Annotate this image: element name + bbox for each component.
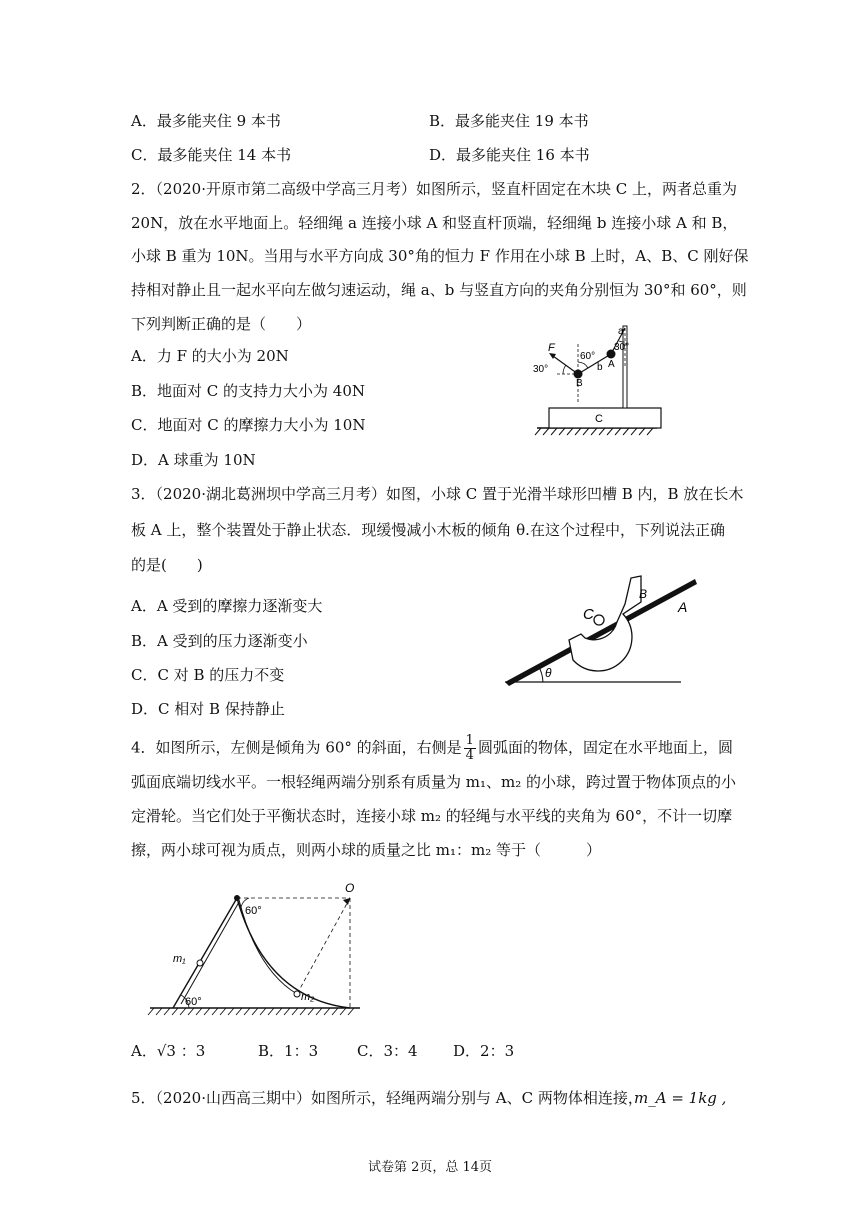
label-m1: m₁ (173, 953, 186, 965)
label-m2: m₂ (301, 991, 315, 1003)
label-a3: A (678, 599, 688, 615)
quarter-fraction: $\frac{1}{4}$ (465, 733, 474, 763)
label-f: F (548, 342, 555, 354)
q1-option-a: A．最多能夹住 9 本书 (131, 112, 281, 130)
q2-stem-line-2: 20N，放在水平地面上。轻细绳 a 连接小球 A 和竖直杆顶端，轻细绳 b 连接小球 A 和 B， (131, 214, 738, 232)
q4-stem-post: 圆弧面的物体，固定在水平地面上，圆 (477, 738, 733, 757)
q2-option-c: C．地面对 C 的摩擦力大小为 10N (131, 416, 366, 434)
label-theta: θ (545, 666, 552, 680)
q4-stem-pre: 4．如图所示，左侧是倾角为 60° 的斜面，右侧是 (131, 738, 462, 757)
ball-m1 (197, 960, 203, 966)
label-60: 60° (580, 351, 596, 362)
trough-b (569, 576, 641, 671)
q3-option-b: B．A 受到的压力逐渐变小 (131, 632, 308, 650)
q2-option-b: B．地面对 C 的支持力大小为 40N (131, 382, 366, 400)
ball-m2 (294, 991, 300, 997)
label-c: C (595, 413, 603, 425)
q4-stem-line-4: 擦，两小球可视为质点，则两小球的质量之比 m₁：m₂ 等于（ ） (131, 841, 602, 859)
pulley (234, 895, 240, 901)
q4-option-c: C．3：4 (357, 1042, 418, 1060)
q4-stem-line-2: 弧面底端切线水平。一根轻绳两端分别系有质量为 m₁、m₂ 的小球，跨过置于物体顶点的小 (131, 773, 737, 791)
q4-option-b: B．1：3 (258, 1042, 319, 1060)
q4-stem-line-1 (131, 734, 733, 763)
block-c (549, 408, 661, 428)
label-b: B (576, 378, 583, 389)
q3-stem-line-1: 3．（2020·湖北葛洲坝中学高三月考）如图，小球 C 置于光滑半球形凹槽 B 内，B 放在长木 (131, 485, 744, 503)
q3-stem-line-2: 板 A 上，整个装置处于静止状态．现缓慢减小木板的倾角 θ.在这个过程中，下列说法正确 (131, 521, 725, 539)
q2-option-a: A．力 F 的大小为 20N (131, 347, 289, 365)
q1-option-d: D．最多能夹住 16 本书 (429, 146, 590, 164)
q4-option-a: A．√3 ：3 (131, 1042, 206, 1060)
page-footer: 试卷第 2页，总 14页 (367, 1160, 493, 1175)
q2-option-d: D．A 球重为 10N (131, 451, 256, 469)
q3-figure (503, 574, 699, 692)
ball-c (594, 615, 604, 625)
q2-stem-line-1: 2．（2020·开原市第二高级中学高三月考）如图所示，竖直杆固定在木块 C 上，两者总重为 (131, 180, 738, 198)
q4-stem-line-3: 定滑轮。当它们处于平衡状态时，连接小球 m₂ 的轻绳与水平线的夹角为 60°，不计一切摩 (131, 807, 733, 825)
q4-option-d: D．2：3 (453, 1042, 515, 1060)
label-30-left: 30° (533, 364, 549, 375)
q3-stem-line-3: 的是( ) (131, 556, 203, 574)
q2-stem-line-4: 持相对静止且一起水平向左做匀速运动，绳 a、b 与竖直方向的夹角分别恒为 30°和 60°，则 (131, 281, 747, 299)
q1-option-c: C．最多能夹住 14 本书 (131, 146, 292, 164)
label-60-bottom: 60° (185, 996, 202, 1008)
label-30-top: 30° (614, 342, 630, 353)
label-b-rope: b (597, 362, 603, 373)
q3-option-d: D．C 相对 B 保持静止 (131, 700, 285, 718)
q2-stem-line-5: 下列判断正确的是（ ） (131, 315, 312, 333)
q1-option-b: B．最多能夹住 19 本书 (429, 112, 589, 130)
q5-mass-expr: m_A = 1kg , (634, 1089, 727, 1107)
label-c3: C (583, 606, 594, 623)
q5-stem-line-1: 5．（2020·山西高三期中）如图所示，轻绳两端分别与 A、C 两物体相连接， (131, 1089, 643, 1107)
q3-option-c: C．C 对 B 的压力不变 (131, 666, 285, 684)
label-60-top: 60° (245, 905, 262, 917)
label-b3: B (639, 587, 648, 601)
label-o: O (345, 881, 355, 895)
q2-figure (525, 322, 675, 440)
q2-stem-line-3: 小球 B 重为 10N。当用与水平方向成 30°角的恒力 F 作用在小球 B 上时，A、B、C 刚好保 (131, 247, 749, 265)
label-a: A (608, 359, 615, 370)
q3-option-a: A．A 受到的摩擦力逐渐变大 (131, 597, 323, 615)
label-a-rope: a (618, 326, 624, 337)
q4-figure (145, 880, 370, 1020)
